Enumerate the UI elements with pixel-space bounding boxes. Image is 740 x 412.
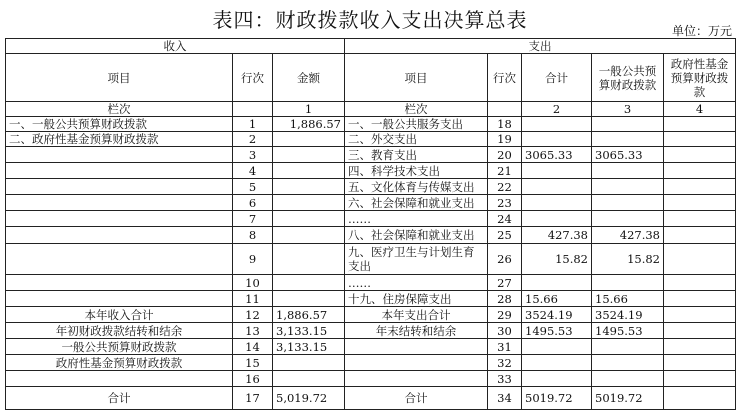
table-row xyxy=(6,339,736,355)
expense-total xyxy=(522,179,592,195)
income-item xyxy=(6,179,233,195)
expense-fund xyxy=(664,147,736,163)
expense-row-no: 30 xyxy=(488,323,522,339)
income-amount xyxy=(273,179,345,195)
income-amount xyxy=(273,211,345,227)
expense-total xyxy=(522,132,592,147)
expense-item: 一、一般公共服务支出 xyxy=(345,117,488,132)
income-item: 政府性基金预算财政拨款 xyxy=(6,355,233,371)
expense-fund xyxy=(664,179,736,195)
expense-row-no: 20 xyxy=(488,147,522,163)
expense-total xyxy=(522,163,592,179)
income-item: 二、政府性基金预算财政拨款 xyxy=(6,132,233,147)
income-item: 一、一般公共预算财政拨款 xyxy=(6,117,233,132)
expense-item: 本年支出合计 xyxy=(345,307,488,323)
expense-fund xyxy=(664,355,736,371)
table-row xyxy=(6,307,736,323)
table-row xyxy=(6,275,736,291)
expense-fund xyxy=(664,132,736,147)
expense-general-grand-total: 5019.72 xyxy=(592,387,664,410)
income-row-no: 5 xyxy=(233,179,273,195)
expense-fund xyxy=(664,211,736,227)
income-amount xyxy=(273,371,345,387)
table-row xyxy=(6,195,736,211)
expense-total: 3065.33 xyxy=(522,147,592,163)
expense-total: 427.38 xyxy=(522,227,592,244)
income-item-header: 项目 xyxy=(6,54,233,102)
expense-fund xyxy=(664,227,736,244)
income-rowno-header: 行次 xyxy=(233,54,273,102)
income-amount xyxy=(273,244,345,275)
expense-row-no: 23 xyxy=(488,195,522,211)
expense-item: 十九、住房保障支出 xyxy=(345,291,488,307)
expense-total xyxy=(522,339,592,355)
col-number-3: 3 xyxy=(592,102,664,117)
table-row xyxy=(6,179,736,195)
income-row-no: 14 xyxy=(233,339,273,355)
income-amount xyxy=(273,291,345,307)
budget-summary-table xyxy=(5,38,736,410)
expense-total xyxy=(522,195,592,211)
expense-total-header: 合计 xyxy=(522,54,592,102)
expense-general: 427.38 xyxy=(592,227,664,244)
table-row xyxy=(6,371,736,387)
income-item: 年初财政拨款结转和结余 xyxy=(6,323,233,339)
expense-row-no: 31 xyxy=(488,339,522,355)
expense-total xyxy=(522,371,592,387)
expense-row-no: 22 xyxy=(488,179,522,195)
income-amount xyxy=(273,195,345,211)
expense-general xyxy=(592,163,664,179)
income-amount-header: 金额 xyxy=(273,54,345,102)
expense-row-no: 27 xyxy=(488,275,522,291)
income-item xyxy=(6,291,233,307)
table-row xyxy=(6,132,736,147)
expense-total xyxy=(522,117,592,132)
expense-item: 六、社会保障和就业支出 xyxy=(345,195,488,211)
income-amount xyxy=(273,132,345,147)
expense-fund xyxy=(664,371,736,387)
expense-general: 15.82 xyxy=(592,244,664,275)
expense-row-no: 26 xyxy=(488,244,522,275)
income-row-no: 6 xyxy=(233,195,273,211)
income-row-no: 16 xyxy=(233,371,273,387)
expense-general xyxy=(592,195,664,211)
expense-row-no: 29 xyxy=(488,307,522,323)
page-title: 表四：财政拨款收入支出决算总表 xyxy=(212,8,528,32)
expense-total: 1495.53 xyxy=(522,323,592,339)
income-amount xyxy=(273,275,345,291)
expense-fund xyxy=(664,307,736,323)
expense-row-no: 18 xyxy=(488,117,522,132)
expense-general: 1495.53 xyxy=(592,323,664,339)
income-row-no: 11 xyxy=(233,291,273,307)
col-number-4: 4 xyxy=(664,102,736,117)
income-row-no: 15 xyxy=(233,355,273,371)
income-item xyxy=(6,211,233,227)
income-amount xyxy=(273,147,345,163)
table-row xyxy=(6,117,736,132)
income-grand-total-label: 合计 xyxy=(6,387,233,410)
general-budget-header: 一般公共预算财政拨款 xyxy=(592,54,664,102)
income-row-no: 13 xyxy=(233,323,273,339)
expense-fund xyxy=(664,323,736,339)
income-row-no: 2 xyxy=(233,132,273,147)
table-row xyxy=(6,227,736,244)
income-amount xyxy=(273,355,345,371)
expense-fund xyxy=(664,387,736,410)
expense-general xyxy=(592,355,664,371)
income-item xyxy=(6,371,233,387)
income-row-no: 12 xyxy=(233,307,273,323)
table-row xyxy=(6,291,736,307)
income-item xyxy=(6,195,233,211)
col-number-1: 1 xyxy=(273,102,345,117)
expense-general xyxy=(592,339,664,355)
income-row-no: 9 xyxy=(233,244,273,275)
expense-item: 二、外交支出 xyxy=(345,132,488,147)
expense-general: 3065.33 xyxy=(592,147,664,163)
expense-row-no: 19 xyxy=(488,132,522,147)
expense-row-no: 34 xyxy=(488,387,522,410)
income-amount: 1,886.57 xyxy=(273,117,345,132)
expense-item: 八、社会保障和就业支出 xyxy=(345,227,488,244)
income-row-no: 10 xyxy=(233,275,273,291)
table-row xyxy=(6,355,736,371)
expense-fund xyxy=(664,195,736,211)
expense-total: 15.82 xyxy=(522,244,592,275)
expense-fund xyxy=(664,291,736,307)
income-amount: 1,886.57 xyxy=(273,307,345,323)
expense-item: 九、医疗卫生与计划生育支出 xyxy=(345,244,488,275)
expense-item: 三、教育支出 xyxy=(345,147,488,163)
expense-rowno-header: 行次 xyxy=(488,54,522,102)
expense-fund xyxy=(664,163,736,179)
income-item: 一般公共预算财政拨款 xyxy=(6,339,233,355)
unit-label: 单位：万元 xyxy=(671,24,732,38)
expense-col-label: 栏次 xyxy=(345,102,488,117)
expense-fund xyxy=(664,117,736,132)
expense-item: …… xyxy=(345,275,488,291)
income-amount xyxy=(273,163,345,179)
expense-item xyxy=(345,355,488,371)
income-row-no: 1 xyxy=(233,117,273,132)
expense-item: 年末结转和结余 xyxy=(345,323,488,339)
income-row-no: 3 xyxy=(233,147,273,163)
income-item xyxy=(6,147,233,163)
expense-total xyxy=(522,355,592,371)
income-header: 收入 xyxy=(6,39,345,54)
expense-item: 四、科学技术支出 xyxy=(345,163,488,179)
expense-row-no: 25 xyxy=(488,227,522,244)
expense-fund xyxy=(664,339,736,355)
table-row xyxy=(6,323,736,339)
expense-general: 15.66 xyxy=(592,291,664,307)
income-item xyxy=(6,227,233,244)
expense-general xyxy=(592,211,664,227)
expense-grand-total: 5019.72 xyxy=(522,387,592,410)
income-amount: 3,133.15 xyxy=(273,323,345,339)
expense-total xyxy=(522,211,592,227)
expense-general xyxy=(592,117,664,132)
table-row xyxy=(6,163,736,179)
income-item xyxy=(6,275,233,291)
fund-budget-header: 政府性基金预算财政拨款 xyxy=(664,54,736,102)
col-number-2: 2 xyxy=(522,102,592,117)
expense-fund xyxy=(664,275,736,291)
expense-item: …… xyxy=(345,211,488,227)
expense-general xyxy=(592,275,664,291)
expense-row-no: 21 xyxy=(488,163,522,179)
expense-general xyxy=(592,132,664,147)
table-row xyxy=(6,147,736,163)
income-row-no: 8 xyxy=(233,227,273,244)
table-row xyxy=(6,387,736,410)
expense-item-header: 项目 xyxy=(345,54,488,102)
table-row xyxy=(6,211,736,227)
expense-item xyxy=(345,371,488,387)
expense-total: 3524.19 xyxy=(522,307,592,323)
expense-row-no: 33 xyxy=(488,371,522,387)
expense-general xyxy=(592,179,664,195)
income-row-no: 4 xyxy=(233,163,273,179)
income-grand-total: 5,019.72 xyxy=(273,387,345,410)
expense-row-no: 24 xyxy=(488,211,522,227)
income-amount xyxy=(273,227,345,244)
expense-general: 3524.19 xyxy=(592,307,664,323)
expense-header: 支出 xyxy=(345,39,736,54)
expense-fund xyxy=(664,244,736,275)
income-row-no: 7 xyxy=(233,211,273,227)
income-col-label: 栏次 xyxy=(6,102,233,117)
income-item xyxy=(6,163,233,179)
expense-total: 15.66 xyxy=(522,291,592,307)
expense-row-no: 28 xyxy=(488,291,522,307)
income-item xyxy=(6,244,233,275)
income-row-no: 17 xyxy=(233,387,273,410)
expense-grand-total-label: 合计 xyxy=(345,387,488,410)
expense-row-no: 32 xyxy=(488,355,522,371)
income-item: 本年收入合计 xyxy=(6,307,233,323)
expense-item xyxy=(345,339,488,355)
table-row xyxy=(6,244,736,275)
expense-general xyxy=(592,371,664,387)
expense-item: 五、文化体育与传媒支出 xyxy=(345,179,488,195)
expense-total xyxy=(522,275,592,291)
income-amount: 3,133.15 xyxy=(273,339,345,355)
